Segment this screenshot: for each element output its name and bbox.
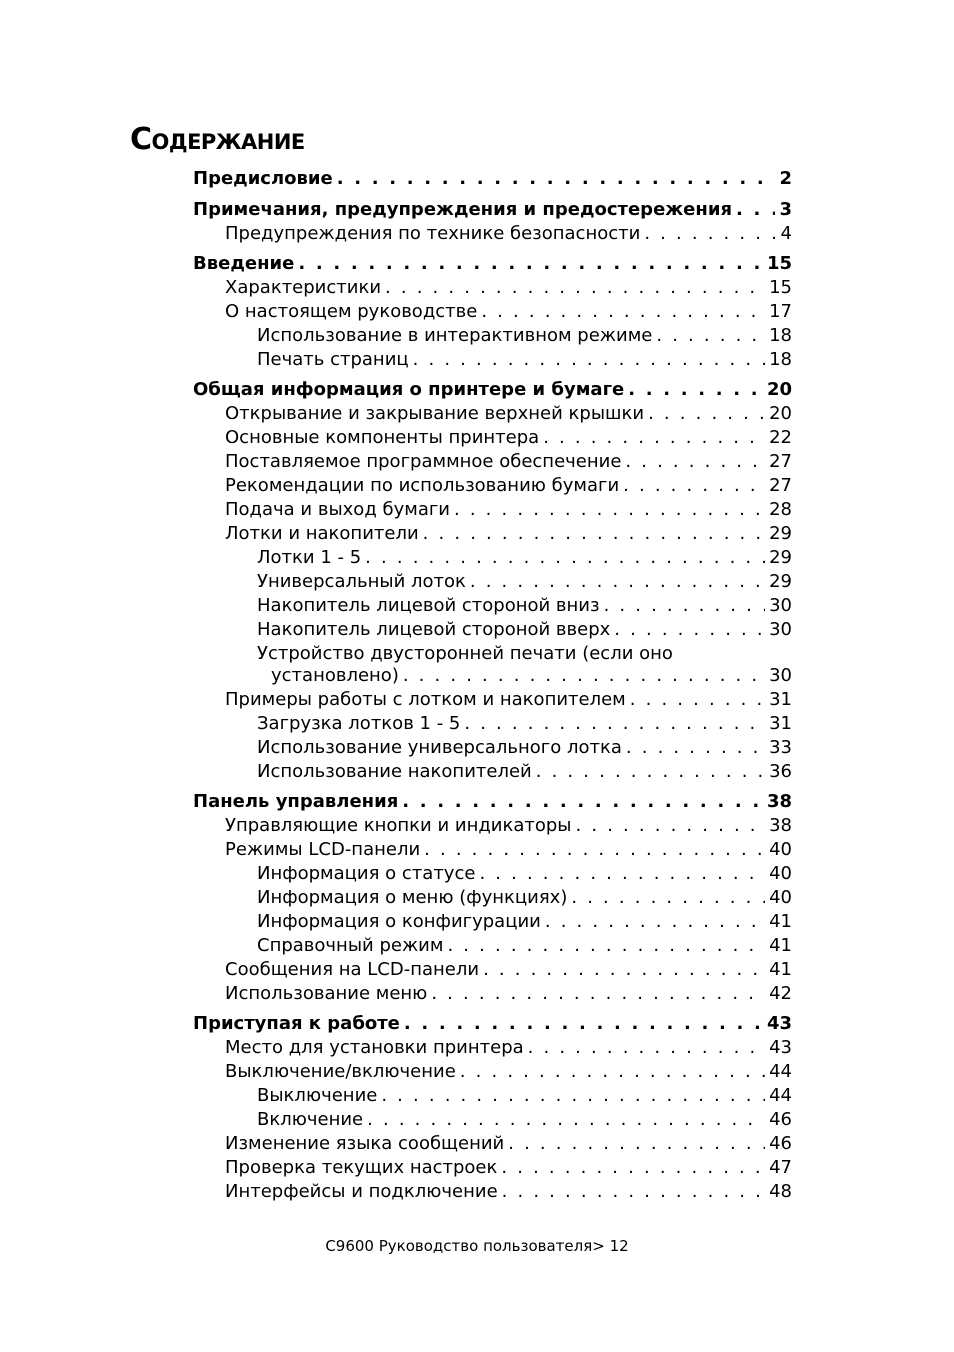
toc-page-number: 31 bbox=[769, 689, 792, 710]
toc-page-number: 2 bbox=[779, 168, 792, 189]
dot-leader bbox=[298, 252, 763, 276]
dot-leader bbox=[447, 934, 765, 958]
dot-leader bbox=[628, 378, 763, 402]
toc-page-number: 41 bbox=[769, 959, 792, 980]
toc-page-number: 3 bbox=[779, 199, 792, 220]
toc-page-number: 29 bbox=[769, 571, 792, 592]
toc-entry-label: Поставляемое программное обеспечение bbox=[225, 451, 622, 472]
dot-leader bbox=[479, 862, 765, 886]
dot-leader bbox=[464, 712, 765, 736]
toc-page-number: 20 bbox=[766, 379, 792, 400]
toc-page-number: 22 bbox=[769, 427, 792, 448]
toc-chapter[interactable] bbox=[193, 167, 792, 191]
toc-entry[interactable] bbox=[225, 958, 792, 982]
dot-leader bbox=[604, 594, 766, 618]
toc-entry-label: Печать страниц bbox=[257, 349, 409, 370]
toc-entry-label: Рекомендации по использованию бумаги bbox=[225, 475, 620, 496]
toc-entry[interactable] bbox=[257, 1084, 792, 1108]
toc-entry-label: Накопитель лицевой стороной вверх bbox=[257, 619, 611, 640]
toc-entry[interactable] bbox=[257, 570, 792, 594]
toc-entry-continuation[interactable] bbox=[271, 664, 792, 688]
toc-entry[interactable] bbox=[225, 450, 792, 474]
toc-entry[interactable] bbox=[225, 300, 792, 324]
dot-leader bbox=[536, 760, 765, 784]
toc-page-number: 30 bbox=[769, 665, 792, 686]
dot-leader bbox=[431, 982, 765, 1006]
dot-leader bbox=[528, 1036, 765, 1060]
dot-leader bbox=[501, 1156, 765, 1180]
toc-entry[interactable] bbox=[257, 618, 792, 642]
toc-page-number: 40 bbox=[769, 839, 792, 860]
toc-entry-label: Примечания, предупреждения и предостережения bbox=[193, 199, 732, 220]
toc-entry[interactable] bbox=[225, 1156, 792, 1180]
toc-entry-label: Проверка текущих настроек bbox=[225, 1157, 498, 1178]
toc-entry-label: Подача и выход бумаги bbox=[225, 499, 450, 520]
toc-entry-label: Управляющие кнопки и индикаторы bbox=[225, 815, 572, 836]
dot-leader bbox=[644, 222, 776, 246]
toc-entry[interactable] bbox=[225, 1036, 792, 1060]
toc-entry-label: Изменение языка сообщений bbox=[225, 1133, 505, 1154]
toc-entry[interactable] bbox=[257, 324, 792, 348]
dot-leader bbox=[614, 618, 765, 642]
toc-entry[interactable] bbox=[257, 546, 792, 570]
dot-leader bbox=[337, 167, 776, 191]
dot-leader bbox=[460, 1060, 765, 1084]
toc-chapter[interactable] bbox=[193, 198, 792, 222]
dot-leader bbox=[571, 886, 765, 910]
toc-page-number: 28 bbox=[769, 499, 792, 520]
toc-entry-label: Сообщения на LCD-панели bbox=[225, 959, 480, 980]
toc-page-number: 46 bbox=[769, 1133, 792, 1154]
page-footer: C9600 Руководство пользователя> 12 bbox=[325, 1237, 629, 1255]
dot-leader bbox=[502, 1180, 765, 1204]
toc-entry-label: Универсальный лоток bbox=[257, 571, 466, 592]
toc-entry[interactable] bbox=[257, 348, 792, 372]
toc-entry-label: Режимы LCD-панели bbox=[225, 839, 421, 860]
toc-page-number: 41 bbox=[769, 935, 792, 956]
toc-page-number: 30 bbox=[769, 619, 792, 640]
toc-page-number: 40 bbox=[769, 887, 792, 908]
toc-entry[interactable] bbox=[257, 760, 792, 784]
toc-entry-label: Предисловие bbox=[193, 168, 333, 189]
dot-leader bbox=[483, 958, 765, 982]
dot-leader bbox=[413, 348, 765, 372]
toc-page-number: 4 bbox=[780, 223, 792, 244]
toc-entry-label: Выключение bbox=[257, 1085, 378, 1106]
toc-page-number: 44 bbox=[769, 1085, 792, 1106]
dot-leader bbox=[454, 498, 765, 522]
toc-entry[interactable] bbox=[257, 1108, 792, 1132]
toc-entry-label: Лотки и накопители bbox=[225, 523, 419, 544]
dot-leader bbox=[423, 522, 765, 546]
toc-entry-label: Использование в интерактивном режиме bbox=[257, 325, 653, 346]
toc-entry[interactable] bbox=[225, 814, 792, 838]
toc-page-number: 15 bbox=[766, 253, 792, 274]
page-title: Содержание bbox=[130, 122, 305, 157]
toc-entry[interactable] bbox=[225, 522, 792, 546]
toc-page-number: 15 bbox=[769, 277, 792, 298]
toc-entry-label: Справочный режим bbox=[257, 935, 444, 956]
toc-entry[interactable] bbox=[225, 838, 792, 862]
toc-entry[interactable] bbox=[225, 426, 792, 450]
dot-leader bbox=[545, 910, 765, 934]
toc-entry-label: Использование универсального лотка bbox=[257, 737, 622, 758]
dot-leader bbox=[576, 814, 766, 838]
toc-entry[interactable] bbox=[225, 982, 792, 1006]
dot-leader bbox=[630, 688, 765, 712]
toc-entry-label: Информация о статусе bbox=[257, 863, 476, 884]
toc-entry-label: О настоящем руководстве bbox=[225, 301, 478, 322]
toc-chapter[interactable] bbox=[193, 252, 792, 276]
toc-page-number: 38 bbox=[769, 815, 792, 836]
toc-entry-label: Выключение/включение bbox=[225, 1061, 456, 1082]
toc-entry[interactable] bbox=[257, 642, 792, 666]
toc-page-number: 29 bbox=[769, 547, 792, 568]
toc-entry[interactable] bbox=[225, 498, 792, 522]
toc-page-number: 43 bbox=[769, 1037, 792, 1058]
toc-page-number: 33 bbox=[769, 737, 792, 758]
toc-entry[interactable] bbox=[257, 934, 792, 958]
dot-leader bbox=[403, 664, 765, 688]
toc-page-number: 47 bbox=[769, 1157, 792, 1178]
dot-leader bbox=[625, 450, 765, 474]
dot-leader bbox=[385, 276, 765, 300]
toc-entry[interactable] bbox=[257, 712, 792, 736]
toc-entry-label: Использование меню bbox=[225, 983, 428, 1004]
dot-leader bbox=[508, 1132, 765, 1156]
toc-entry[interactable] bbox=[257, 736, 792, 760]
toc-entry-label: Загрузка лотков 1 - 5 bbox=[257, 713, 461, 734]
toc-page-number: 41 bbox=[769, 911, 792, 932]
toc-entry-label: Интерфейсы и подключение bbox=[225, 1181, 498, 1202]
toc-chapter[interactable] bbox=[193, 378, 792, 402]
toc-entry[interactable] bbox=[225, 1132, 792, 1156]
toc-entry[interactable] bbox=[257, 862, 792, 886]
toc-page-number: 44 bbox=[769, 1061, 792, 1082]
toc-chapter[interactable] bbox=[193, 790, 792, 814]
toc-page-number: 27 bbox=[769, 451, 792, 472]
toc-entry-label: Информация о конфигурации bbox=[257, 911, 541, 932]
toc-entry-label: Открывание и закрывание верхней крышки bbox=[225, 403, 645, 424]
toc-page-number: 40 bbox=[769, 863, 792, 884]
toc-page-number: 30 bbox=[769, 595, 792, 616]
toc-entry[interactable] bbox=[225, 222, 792, 246]
dot-leader bbox=[470, 570, 765, 594]
toc-entry-label: Использование накопителей bbox=[257, 761, 532, 782]
dot-leader bbox=[736, 198, 775, 222]
dot-leader bbox=[367, 1108, 765, 1132]
toc-entry-label: Приступая к работе bbox=[193, 1013, 400, 1034]
toc-page-number: 46 bbox=[769, 1109, 792, 1130]
toc-page-number: 18 bbox=[769, 325, 792, 346]
dot-leader bbox=[365, 546, 765, 570]
toc-entry-label: Предупреждения по технике безопасности bbox=[225, 223, 641, 244]
toc-page-number: 31 bbox=[769, 713, 792, 734]
toc-entry-label: Характеристики bbox=[225, 277, 382, 298]
toc-entry-label: Панель управления bbox=[193, 791, 399, 812]
dot-leader bbox=[424, 838, 765, 862]
dot-leader bbox=[543, 426, 765, 450]
toc-page-number: 17 bbox=[769, 301, 792, 322]
toc-page-number: 27 bbox=[769, 475, 792, 496]
toc-page-number: 48 bbox=[769, 1181, 792, 1202]
toc-page-number: 42 bbox=[769, 983, 792, 1004]
toc-entry[interactable] bbox=[225, 402, 792, 426]
toc-entry[interactable] bbox=[225, 1060, 792, 1084]
toc-entry-label: Место для установки принтера bbox=[225, 1037, 524, 1058]
toc-entry[interactable] bbox=[225, 474, 792, 498]
toc-chapter[interactable] bbox=[193, 1012, 792, 1036]
toc-page-number: 38 bbox=[766, 791, 792, 812]
toc-entry[interactable] bbox=[225, 1180, 792, 1204]
toc-page-number: 29 bbox=[769, 523, 792, 544]
toc-entry-label: Накопитель лицевой стороной вниз bbox=[257, 595, 600, 616]
toc-entry[interactable] bbox=[225, 276, 792, 300]
dot-leader bbox=[381, 1084, 765, 1108]
toc-entry-label: Информация о меню (функциях) bbox=[257, 887, 568, 908]
toc-page-number: 18 bbox=[769, 349, 792, 370]
toc-entry-label: Лотки 1 - 5 bbox=[257, 547, 362, 568]
dot-leader bbox=[656, 324, 765, 348]
dot-leader bbox=[648, 402, 765, 426]
toc-entry[interactable] bbox=[257, 910, 792, 934]
toc-page-number: 20 bbox=[769, 403, 792, 424]
dot-leader bbox=[626, 736, 765, 760]
toc-page-number: 43 bbox=[766, 1013, 792, 1034]
toc-entry[interactable] bbox=[225, 688, 792, 712]
toc-entry-label: Примеры работы с лотком и накопителем bbox=[225, 689, 626, 710]
toc-entry-label: Включение bbox=[257, 1109, 364, 1130]
toc-entry-label: Общая информация о принтере и бумаге bbox=[193, 379, 625, 400]
dot-leader bbox=[481, 300, 765, 324]
dot-leader bbox=[404, 1012, 763, 1036]
dot-leader bbox=[402, 790, 763, 814]
toc-page-number: 36 bbox=[769, 761, 792, 782]
dot-leader bbox=[623, 474, 765, 498]
toc-entry-label: Основные компоненты принтера bbox=[225, 427, 540, 448]
toc-entry-label: установлено) bbox=[271, 665, 399, 686]
toc-entry-label: Устройство двусторонней печати (если оно bbox=[257, 643, 673, 664]
toc-entry-label: Введение bbox=[193, 253, 295, 274]
toc-entry[interactable] bbox=[257, 886, 792, 910]
toc-entry[interactable] bbox=[257, 594, 792, 618]
